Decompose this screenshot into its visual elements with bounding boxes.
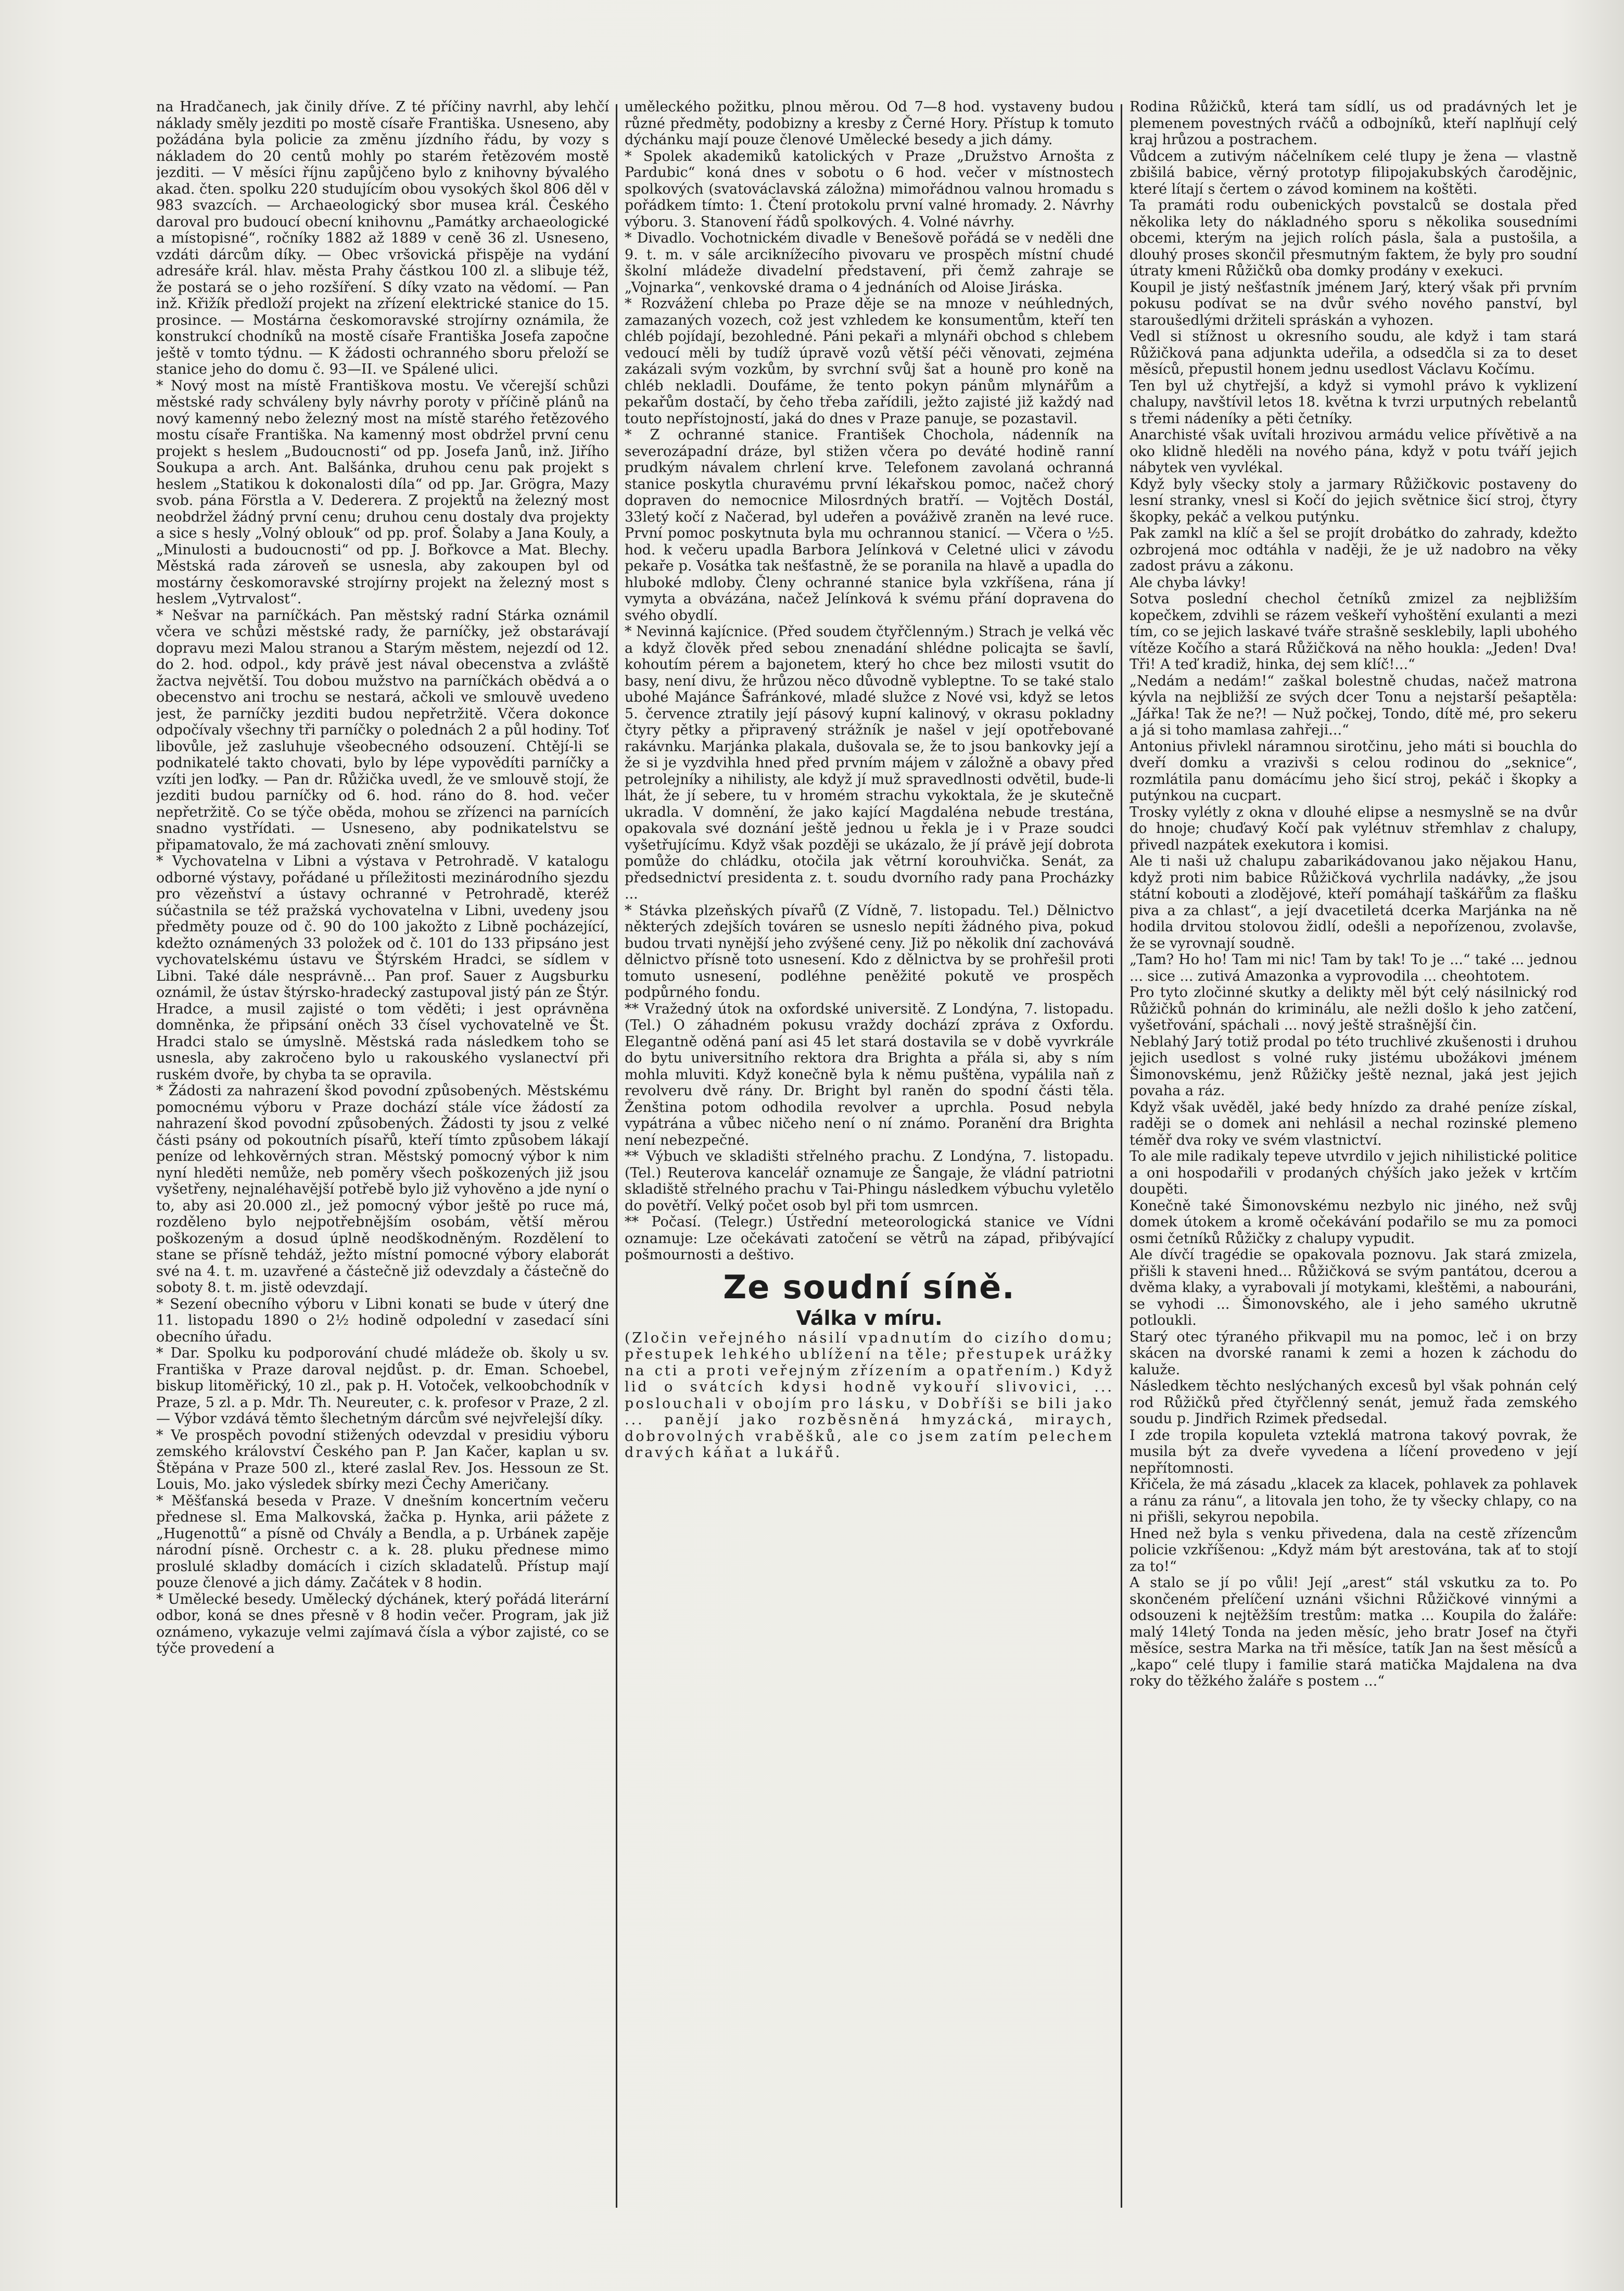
article-paragraph: Rodina Růžičků, která tam sídlí, us od pradávných let je plemenem povestných rváčů a odbojníků, kteří naplňují celý kraj hrůzou a postrachem. xyxy=(1130,99,1577,148)
section-subheading: Válka v míru. xyxy=(796,1306,943,1330)
article-paragraph: To ale mile radikaly tepeve utvrdilo v jejich nihilistické politice a oni hospodařili v prodaných chýších jako ježek v krtčím doupěti. xyxy=(1130,1148,1577,1197)
article-paragraph: A stalo se jí po vůli! Její „arest“ stál vskutku za to. Po skončeném přelíčení uznáni všichni Růžičkové vinnými a odsouzeni k nejtěžším trestům: matka ... Koupila do žaláře: malý 14letý Tonda na jeden měsíc, jeho bratr Josef na čtyři měsíce, sestra Marka na tři měsíce, tatík Jan na šest měsíců a „kapo“ celé tlupy i familie stará matička Majdalena na dva roky do těžkého žaláře s postem ...“ xyxy=(1130,1575,1577,1689)
article-paragraph: * Umělecké besedy. Umělecký dýchánek, který pořádá literární odbor, koná se dnes přesně v 8 hodin večer. Program, jak již oznámeno, vykazuje velmi zajímavá čísla a výbor zajisté, co se týče provedení a xyxy=(156,1591,609,1656)
article-paragraph: Sotva poslední chechol četníků zmizel za nejbližším kopečkem, zdvihli se rázem veškeří vyhoštění exulanti a mezi tím, co se jejich laskavé tváře strašně sesklebily, lapli ubohého vítěze Kočího a stará Růžičková na něho houkla: „Jeden! Dva! Tři! A teď kradiž, hinka, dej sem klíč!...“ xyxy=(1130,591,1577,673)
article-paragraph: Pak zamkl na klíč a šel se projít drobátko do zahrady, kdežto ozbrojená moc odtáhla v naději, že je už nadobro na věky zadost právu a zákonu. xyxy=(1130,525,1577,574)
article-paragraph: Neblahý Jarý totiž prodal po této truchlivé zkušenosti i druhou jejich usedlost s volné ruky jistému ubožákovi jménem Šimonovskému, jenž Růžičky ještě neznal, jaká jest jejich povaha a ráz. xyxy=(1130,1033,1577,1099)
article-paragraph: Pro tyto zločinné skutky a delikty měl být celý násilnický rod Růžičků pohnán do kriminálu, ale nežli došlo k jeho zatčení, vyšetřování, spáchali ... nový ještě strašnější čin. xyxy=(1130,984,1577,1033)
article-paragraph: Křičela, že má zásadu „klacek za klacek, pohlavek za pohlavek a ránu za ránu“, a litovala jen toho, že ty všecky chlapy, co na ni přišli, sekyrou nepobila. xyxy=(1130,1476,1577,1525)
article-paragraph: Anarchisté však uvítali hrozivou armádu velice přívětivě a na oko klidně hleděli na nového pána, když v potu tváří jejich nábytek ven vyvlékal. xyxy=(1130,427,1577,476)
article-paragraph: Konečně také Šimonovskému nezbylo nic jiného, než svůj domek útokem a kromě očekávání podařilo se mu za pomoci osmi četníků Růžičky z chalupy vypudit. xyxy=(1130,1197,1577,1247)
article-paragraph: * Nešvar na parníčkách. Pan městský radní Stárka oznámil včera ve schůzi městské rady, že parníčky, jež obstarávají dopravu mezi Malou stranou a Starým městem, nejezdí od 12. do 2. hod. odpol., kdy právě jest nával obecenstva a zvláště žactva největší. Tou dobou mužstvo na parníčkách obědvá a o obecenstvo ani trochu se nestará, ačkoli ve smlouvě uvedeno jest, že parníčky jezditi budou nepřetržitě. Včera dokonce odpočívaly všechny tři parníčky o polednách 2 a půl hodiny. Toť libovůle, jež zasluhuje všeobecného odsouzení. Chtějí-li se podnikatelé takto chovati, bylo by lépe vypovědíti parníčky a vzíti jen loďky. — Pan dr. Růžička uvedl, že ve smlouvě stojí, že jezditi budou parníčky od 6. hod. ráno do 8. hod. večer nepřetržitě. Co se týče oběda, mohou se zřízenci na parnících snadno vystřídati. — Usneseno, aby podnikatelstvu se připamatovalo, že má zachovati znění smlouvy. xyxy=(156,607,609,853)
column-3 xyxy=(1130,99,1577,2192)
article-paragraph: Ta pramáti rodu oubenických povstalců se dostala před několika lety do nákladného sporu s několika sousedními obcemi, kterým na jejich rolích pásla, šala a pustošila, a dlouhý proses skončil přesmutným faktem, že byly pro soudní útraty kmeni Růžičků oba domky prodány v exekuci. xyxy=(1130,197,1577,279)
article-paragraph: ** Vražedný útok na oxfordské universitě. Z Londýna, 7. listopadu. (Tel.) O záhadném pokusu vraždy dochází zpráva z Oxfordu. Elegantně oděná paní asi 45 let stará dostavila se v době vyvrkrále do bytu universitního rektora dra Brighta a přála si, aby s ním mohla mluviti. Když konečně byla k němu puštěna, vypálila naň z revolveru dvě rány. Dr. Bright byl raněn do spodní části těla. Ženština potom odhodila revolver a uprchla. Posud nebyla vypátrána a vůbec ničeho není o ní známo. Poranění dra Brighta není nebezpečné. xyxy=(625,1001,1114,1148)
article-paragraph: Ale dívčí tragédie se opakovala poznovu. Jak stará zmizela, přišli k staveni hned... Růžičková se svým pantátou, dcerou a dvěma klaky, a vyrabovali jí motykami, kleštěmi, a nabouráni, se vyhodi ... Šimonovského, ale i jeho samého ukrutně potloukli. xyxy=(1130,1247,1577,1328)
article-paragraph: „Nedám a nedám!“ zaškal bolestně chudas, načež matrona kývla na nejbližší ze svých dcer Tonu a nejstarší pešaptěla: „Jářka! Tak že ne?! — Nuž počkej, Tondo, dítě mé, pro sekeru a já si toho mamlasa zahřeji...“ xyxy=(1130,673,1577,738)
article-paragraph: ** Počasí. (Telegr.) Ústřední meteorologická stanice ve Vídni oznamuje: Lze očekávati zatočení se větrů na západ, přibývající pošmournosti a deštivo. xyxy=(625,1214,1114,1263)
article-paragraph: Ten byl už chytřejší, a když si vymohl právo k vyklizení chalupy, navštívil letos 18. května k tvrzi urputných rebelantů s třemi nádeníky a pěti četníky. xyxy=(1130,377,1577,427)
column-1 xyxy=(156,99,609,2192)
article-paragraph: „Tam? Ho ho! Tam mi nic! Tam by tak! To je ...“ také ... jednou ... sice ... zutivá Amazonka a vyprovodila ... cheohtotem. xyxy=(1130,952,1577,984)
article-paragraph: Následkem těchto neslýchaných excesů byl však pohnán celý rod Růžičků před čtyřčlenný senát, jemuž řada zemského soudu p. Jindřich Rzimek předsedal. xyxy=(1130,1378,1577,1427)
article-paragraph: Trosky vylétly z okna v dlouhé elipse a nesmyslně se na dvůr do hnoje; chuďavý Kočí pak vylétnuv střemhlav z chalupy, přivedl nazpátek exekutora i komisi. xyxy=(1130,804,1577,853)
article-paragraph: Starý otec týraného přikvapil mu na pomoc, leč i on brzy skácen na dvorské ranami k zemi a hozen k záchodu do kaluže. xyxy=(1130,1328,1577,1378)
article-paragraph: * Vychovatelna v Libni a výstava v Petrohradě. V katalogu odborné výstavy, pořádané u příležitosti mezinárodního sjezdu pro vězeňství a ústavy ochranné v Petrohradě, kteréž súčastnila se též pražská vychovatelna v Libni, uvedeny jsou předměty pouze od č. 90 do 100 jakožto z Libně pocházející, kdežto oznámených 33 položek od č. 101 do 133 připsáno jest vychovatelskému ústavu ve Štýrském Hradci, se sídlem v Libni. Také dále nesprávně... Pan prof. Sauer z Augsburku oznámil, že ústav štýrsko-hradecký zastupoval jistý pán ze Štýr. Hradce, a musil zajisté o tom věděti; i jest oprávněna domněnka, že připsání oněch 33 čísel vychovatelně ve Št. Hradci stalo se úmyslně. Městská rada následkem toho se usnesla, aby zakročeno bylo u rakouského vyslanectví při ruském dvoře, by chyba ta se opravila. xyxy=(156,853,609,1083)
column-2 xyxy=(625,99,1114,2192)
article-paragraph: ** Výbuch ve skladišti střelného prachu. Z Londýna, 7. listopadu. (Tel.) Reuterova kancelář oznamuje ze Šangaje, že vládní patriotni skladiště střelného prachu v Tai-Phingu následkem výbuchu vyletělo do povětří. Velký počet osob byl při tom usmrcen. xyxy=(625,1148,1114,1214)
article-paragraph: * Rozvážení chleba po Praze děje se na mnoze v neúhledných, zamazaných vozech, což jest vzhledem ke konsumentům, kteří ten chléb pojídají, bezohledné. Páni pekaři a mlynáři obchod s chlebem vedoucí měli by tudíž úpravě vozů větší péči věnovati, zejména zakázali svým vozkům, by svrchní svůj šat a houně pro koně na chléb nekladli. Doufáme, že tento pokyn pánům mlynářům a pekařům dostačí, by čeho třeba zařídili, ježto zajisté již každý nad touto nepřístojností, jaká do dnes v Praze panuje, se pozastavil. xyxy=(625,296,1114,427)
article-paragraph: * Sezení obecního výboru v Libni konati se bude v úterý dne 11. listopadu 1890 o 2½ hodině odpolední v zasedací síni obecního úřadu. xyxy=(156,1296,609,1345)
article-paragraph: Ale chyba lávky! xyxy=(1130,574,1247,591)
article-paragraph: * Nevinná kajícnice. (Před soudem čtyřčlenným.) Strach je velká věc a když člověk před sebou znenadání shlédne policajta se šavlí, kohoutím pérem a bajonetem, který ho chce bez milosti vsutit do basy, není divu, že hrůzou něco důvodně vybleptne. To se také stalo ubohé Majánce Šafránkové, mladé služce z Nové vsi, když se letos 5. července ztratily její pásový kupní kalinový, v okrasu pokladny čtyry pětky a připravený strážník je našel v její opotřebované rakávnku. Marjánka plakala, dušovala se, že to jsou bankovky její a že si je vyzdvihla hned před prvním májem v záložně a obavy před petrolejníky a nihilisty, ale když jí muž spravedlnosti odvětil, bude-li lhát, že jí sebere, tu v hromém strachu vykoktala, že je skutečně ukradla. V domnění, že jako kající Magdaléna nebude trestána, opakovala své doznání ještě jednou u řekla je i v Praze soudci vyšetřujícímu. Když však později se ukázalo, že jí právě její dobrota pomůže do chládku, otočila jak větrní korouhvička. Senát, za předsednictví presidenta z. t. soudu dvorního rady pana Procházky ... xyxy=(625,624,1114,902)
article-paragraph: * Dar. Spolku ku podporování chudé mládeže ob. školy u sv. Františka v Praze daroval nejdůst. p. dr. Eman. Schoebel, biskup litoměřický, 10 zl., pak p. H. Votoček, velkoobchodník v Praze, 5 zl. a p. Mdr. Th. Neureuter, c. k. profesor v Praze, 2 zl. — Výbor vzdává těmto šlechetným dárcům své nejvřelejší díky. xyxy=(156,1345,609,1427)
article-paragraph: * Nový most na místě Františkova mostu. Ve včerejší schůzi městské rady schváleny byly návrhy poroty v příčině plánů na nový kamenný nebo železný most na místě starého řetězového mostu císaře Františka. Na kamenný most obdržel první cenu projekt s heslem „Budoucnosti“ od pp. Josefa Janů, inž. Jiřího Soukupa a arch. Ant. Balšánka, druhou cenu pak projekt s heslem „Statikou k dokonalosti díla“ od pp. Jar. Grögra, Mazy svob. pána Förstla a V. Dederera. Z projektů na železný most neobdržel žádný první cenu; druhou cenu dostaly dva projekty a sice s hesly „Volný oblouk“ od pp. prof. Šolaby a Jana Kouly, a „Minulosti a budoucnosti“ od pp. J. Bořkovce a Mat. Blechy. Městská rada zároveň se usnesla, aby zakoupen byl od mostárny českomoravské strojírny projekt na železný most s heslem „Vytrvalost“. xyxy=(156,377,609,607)
article-paragraph: Když však uvěděl, jaké bedy hnízdo za drahé peníze získal, raději se o domek ani nehlásil a nechal rozinské plemeno téměř dva roky ve svém vlastnictví. xyxy=(1130,1099,1577,1148)
section-lead: (Zločin veřejného násilí vpadnutím do cizího domu; přestupek lehkého ublížení na těle; přestupek urážky na cti a proti veřejným zřízením a opatřením.) Když lid o svátcích kdysi hodně vykouří slivovici, ... poslouchali v obojím pro lásku, v Dobříši se bili jako ... panějí jako rozběsněná hmyzácká, miraych, dobrovolných vraběšků, ale co jsem zatím pelechem dravých káňat a lukářů. xyxy=(625,1330,1114,1461)
article-paragraph: na Hradčanech, jak činily dříve. Z té příčiny navrhl, aby lehčí náklady směly jezditi po mostě císaře Františka. Usneseno, aby požádána byla policie za změnu jízdního řádu, by vozy s nákladem do 20 centů mohly po starém řetězovém mostě jezditi. — V měsíci říjnu zapůjčeno bylo z knihovny bývalého akad. čten. spolku 220 studujícím obou vysokých škol 806 děl v 983 svazcích. — Archaeologický sbor musea král. Českého daroval pro budoucí obecní knihovnu „Památky archaeologické a místopisné“, ročníky 1882 až 1889 v ceně 36 zl. Usneseno, vzdáti dárcům díky. — Obec vršovická přispěje na vydání adresáře král. hlav. města Prahy částkou 100 zl. a slibuje též, že postará se o jeho rozšíření. S díky vzato na vědomí. — Pan inž. Křižík předloží projekt na zřízení elektrické stanice do 15. prosince. — Mostárna českomoravské strojírny oznámila, že konstrukcí chodníků na mostě císaře Františka Josefa započne ještě v tomto týdnu. — K žádosti ochranného sboru přeloží se stanice jeho do domu č. 93—II. ve Spálené ulici. xyxy=(156,99,609,377)
article-paragraph: * Spolek akademiků katolických v Praze „Družstvo Arnošta z Pardubic“ koná dnes v sobotu o 6 hod. večer v místnostech spolkových (svatováclavská záložna) mimořádnou valnou hromadu s pořádkem tímto: 1. Čtení protokolu první valné hromady. 2. Návrhy výboru. 3. Stanovení řádů spolkových. 4. Volné návrhy. xyxy=(625,148,1114,230)
article-paragraph: Ale ti naši už chalupu zabarikádovanou jako nějakou Hanu, když proti nim babice Růžičková vychrlila nadávky, „že jsou státní kobouti a zlodějové, kteří pomáhají taškářům za flašku piva a za chlast“, a její dvacetiletá dcerka Marjánka na ně hodila drvitou stolovou židlí, odešli a nepořízenou, zvolavše, že se vyrovnají soudně. xyxy=(1130,853,1577,952)
article-paragraph: Když byly všecky stoly a jarmary Růžičkovic postaveny do lesní stranky, vnesl si Kočí do jejich světnice šicí stroj, čtyry škopky, pekáč a velkou putýnku. xyxy=(1130,476,1577,525)
column-divider xyxy=(1121,104,1122,2208)
article-paragraph: I zde tropila kopuleta vzteklá matrona takový povrak, že musila být za dveře vyvedena a líčení provedeno v její nepřítomnosti. xyxy=(1130,1427,1577,1476)
article-paragraph: Vůdcem a zutivým náčelníkem celé tlupy je žena — vlastně zbišilá babice, věrný prototyp filipojakubských čarodějnic, které lítají s čertem o závod kominem na koštěti. xyxy=(1130,148,1577,197)
article-paragraph: * Divadlo. Vochotnickém divadle v Benešově pořádá se v neděli dne 9. t. m. v sále arciknížecího pivovaru ve prospěch místní chudé školní mládeže divadelní představení, při čemž zahraje se „Vojnarka“, venkovské drama o 4 jednáních od Aloise Jiráska. xyxy=(625,230,1114,296)
article-paragraph: * Žádosti za nahrazení škod povodní způsobených. Městskému pomocnému výboru v Praze dochází stále více žádostí za nahrazení škod povodní způsobených. Žádosti ty jsou z velké části psány od pokoutních písařů, kteří tímto způsobem lákají peníze od lehkověrných stran. Městský pomocný výbor k nim nyní hleděti nemůže, neb poměry všech poškozených již jsou vyšetřeny, nejnaléhavější potřebě bylo již vyhověno a jde nyní o to, aby asi 20.000 zl., jež pomocný výbor ještě po ruce má, rozděleno bylo nejpotřebnějším osobám, větší měrou poškozeným a dosud úplně neodškodněným. Rozdělení to stane se přísně tehdáž, ježto místní pomocné výbory elaborát své na 4. t. m. uzavřené a částečně již odevzdaly a částečně do soboty 8. t. m. jistě odevzdají. xyxy=(156,1083,609,1296)
column-divider xyxy=(616,104,617,2208)
section-heading: Ze soudní síně. xyxy=(723,1268,1016,1306)
article-paragraph: Hned než byla s venku přivedena, dala na cestě zřízencům policie vzkříšenou: „Když mám být arestována, tak ať to stojí za to!“ xyxy=(1130,1525,1577,1575)
article-paragraph: * Ve prospěch povodní stižených odevzdal v presidiu výboru zemského království Českého pan P. Jan Kačer, kaplan u sv. Štěpána v Praze 500 zl., které zaslal Rev. Jos. Hessoun ze St. Louis, Mo. jako výsledek sbírky mezi Čechy Američany. xyxy=(156,1427,609,1492)
article-paragraph: uměleckého požitku, plnou měrou. Od 7—8 hod. vystaveny budou různé předměty, podobizny a kresby z Černé Hory. Přístup k tomuto dýchánku mají pouze členové Umělecké besedy a jich dámy. xyxy=(625,99,1114,148)
article-paragraph: Antonius přivlekl náramnou sirotčinu, jeho máti si bouchla do dveří domku a vrazivši s celou rodinou do „seknice“, rozmlátila panu domácímu jeho šicí stroj, pekáč i škopky a putýnkou na cucpart. xyxy=(1130,738,1577,804)
article-paragraph: * Stávka plzeňských pívařů (Z Vídně, 7. listopadu. Tel.) Dělnictvo některých zdejších továren se usneslo nepíti žádného piva, pokud budou trvati nynější jeho zvýšené ceny. Již po několik dní zachovává dělnictvo přísně toto usnesení. Kdo z dělnictva by se prohřešil proti tomuto usnesení, podléhne peněžité pokutě ve prospěch podpůrného fondu. xyxy=(625,902,1114,1001)
article-paragraph: * Měšťanská beseda v Praze. V dnešním koncertním večeru přednese sl. Ema Malkovská, žačka p. Hynka, arii pážete z „Hugenottů“ a písně od Chvály a Bendla, a p. Urbánek zapěje národní písně. Orchestr c. a k. 28. pluku přednese mimo proslulé skladby domácích i cizích skladatelů. Přístup mají pouze členové a jich dámy. Začátek v 8 hodin. xyxy=(156,1492,609,1591)
article-paragraph: * Z ochranné stanice. František Chochola, nádenník na severozápadní dráze, byl stižen včera po deváté hodině ranní prudkým návalem chrlení krve. Telefonem zavolaná ochranná stanice poskytla churavému první lékařskou pomoc, načež chorý dopraven do nemocnice Milosrdných bratří. — Vojtěch Dostál, 33letý kočí z Načerad, byl udeřen a pováživě zraněn na levé ruce. První pomoc poskytnuta byla mu ochrannou stanicí. — Včera o ½5. hod. k večeru upadla Barbora Jelínková v Celetné ulici v závodu pekaře p. Vosátka tak nešťastně, že se poranila na hlavě a upadla do hluboké mdloby. Členy ochranné stanice byla vzkříšena, rána jí vymyta a obvázána, načež Jelínková k svému přání dopravena do svého obydlí. xyxy=(625,427,1114,624)
article-paragraph: Koupil je jistý nešťastník jménem Jarý, který však při prvním pokusu podívat se na dvůr svého nového panství, byl staroušedlými držiteli spráskán a vyhozen. xyxy=(1130,279,1577,328)
article-paragraph: Vedl si stížnost u okresního soudu, ale když i tam stará Růžičková pana adjunkta udeřila, a odsedčla si za to deset měsíců, přepustil honem jednu usedlost Václavu Kočímu. xyxy=(1130,328,1577,377)
